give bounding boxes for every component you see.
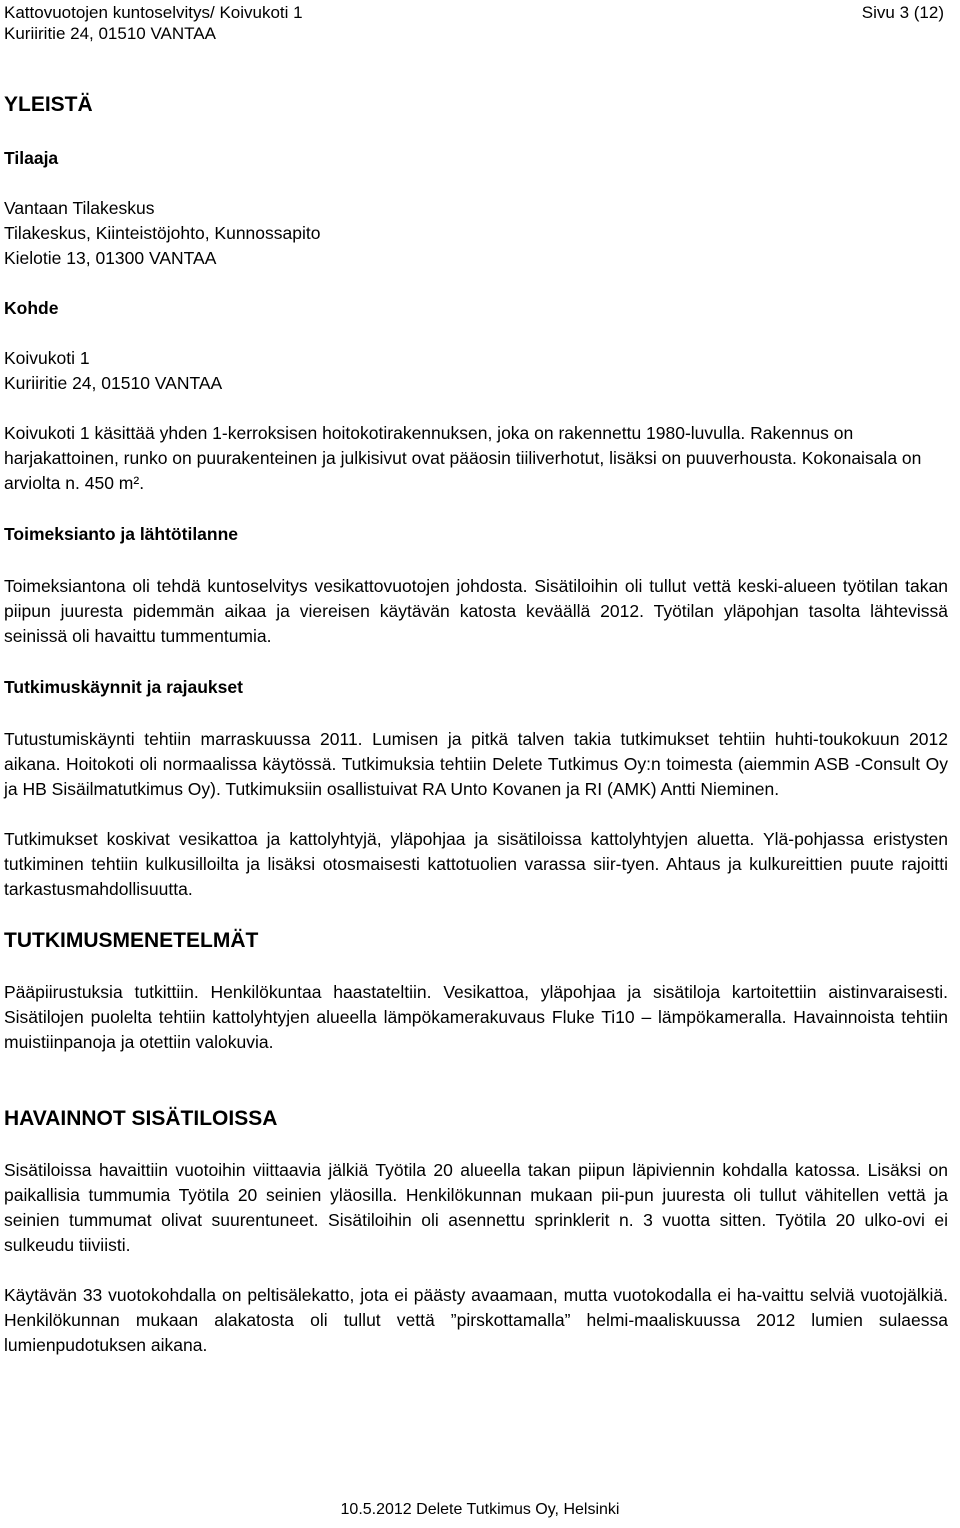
page-header-left	[4, 2, 303, 44]
section-heading-menetelmat: TUTKIMUSMENETELMÄT	[4, 929, 259, 952]
toimeksianto-text: Toimeksiantona oli tehdä kuntoselvitys vesikattovuotojen johdosta. Sisätiloihin oli tullut vettä keski-alueen työtilan takan piipun juuresta pidemmän aikaa ja viereisen käytävän katosta keväällä 2012. Työtilan yläpohjan tasolta lähtevissä seinissä oli havaittu tummentumia.	[4, 576, 948, 646]
kohde-description: Koivukoti 1 käsittää yhden 1-kerroksisen hoitokotirakennuksen, joka on rakennettu 1980-luvulla. Rakennus on harjakattoinen, runko on puurakenteinen ja julkisivut ovat pääosin tiiliverhotut, lisäksi on puuverhousta. Kokonaisala on arviolta n. 450 m².	[4, 423, 922, 493]
kohde-line: Koivukoti 1	[4, 348, 90, 368]
tilaaja-line: Tilakeskus, Kiinteistöjohto, Kunnossapito	[4, 223, 321, 243]
tilaaja-address-block	[4, 196, 948, 271]
page-number: Sivu 3 (12)	[861, 3, 944, 22]
document-body	[4, 92, 948, 1358]
section-heading-yleista: YLEISTÄ	[4, 93, 93, 116]
subheading-tilaaja: Tilaaja	[4, 148, 59, 168]
subheading-kohde: Kohde	[4, 298, 59, 318]
subheading-toimeksianto: Toimeksianto ja lähtötilanne	[4, 524, 239, 544]
havainnot-paragraph: Sisätiloissa havaittiin vuotoihin viittaavia jälkiä Työtila 20 alueella takan piipun läpiviennin kohdalla katossa. Lisäksi on paikallisia tummumia Työtila 20 seinien yläosilla. Henkilökunnan mukaan pii-pun juuresta oli tullut vähitellen vettä ja seinien tummumat olivat suurentuneet. Sisätiloihin oli asennettu sprinklerit n. 3 vuotta sitten. Työtila 20 ulko-ovi ei sulkeudu tiiviisti.	[4, 1160, 948, 1255]
tutkimuskaynnit-paragraph: Tutkimukset koskivat vesikattoa ja kattolyhtyjä, yläpohjaa ja sisätiloissa kattolyhtyjen aluetta. Ylä-pohjassa eristysten tutkiminen tehtiin kulkusilloilta ja lisäksi otosmaisesti kattotuolien varassa siir-tyen. Ahtaus ja kulkureittien puute rajoitti tarkastusmahdollisuutta.	[4, 829, 948, 899]
tutkimuskaynnit-paragraph: Tutustumiskäynti tehtiin marraskuussa 2011. Lumisen ja pitkä talven takia tutkimukset tehtiin huhti-toukokuun 2012 aikana. Hoitokoti oli normaalissa käytössä. Tutkimuksia tehtiin Delete Tutkimus Oy:n toimesta (aiemmin ASB -Consult Oy ja HB Sisäilmatutkimus Oy). Tutkimuksiin osallistuivat RA Unto Kovanen ja RI (AMK) Antti Nieminen.	[4, 729, 948, 799]
document-title: Kattovuotojen kuntoselvitys/ Koivukoti 1	[4, 3, 303, 22]
page-footer: 10.5.2012 Delete Tutkimus Oy, Helsinki	[340, 1501, 620, 1518]
kohde-address-block	[4, 346, 948, 396]
menetelmat-text: Pääpiirustuksia tutkittiin. Henkilökuntaa haastateltiin. Vesikattoa, yläpohjaa ja sisätiloja kartoitettiin aistinvaraisesti. Sisätilojen puolelta tehtiin kattolyhtyjen alueella lämpökamerakuvaus Fluke Ti10 – lämpökameralla. Havainnoista tehtiin muistiinpanoja ja otettiin valokuvia.	[4, 982, 948, 1052]
tilaaja-line: Kielotie 13, 01300 VANTAA	[4, 248, 217, 268]
havainnot-paragraph: Käytävän 33 vuotokohdalla on peltisälekatto, jota ei päästy avaamaan, mutta vuotokodalla ei ha-vaittu selviä vuotojälkiä. Henkilökunnan mukaan alakatosta oli tullut vettä ”pirskottamalla” helmi-maaliskuussa 2012 lumien sulaessa lumienpudotuksen aikana.	[4, 1285, 948, 1355]
section-heading-havainnot: HAVAINNOT SISÄTILOISSA	[4, 1107, 278, 1130]
header-address: Kuriiritie 24, 01510 VANTAA	[4, 24, 216, 43]
kohde-line: Kuriiritie 24, 01510 VANTAA	[4, 373, 223, 393]
tilaaja-line: Vantaan Tilakeskus	[4, 198, 155, 218]
subheading-tutkimuskaynnit: Tutkimuskäynnit ja rajaukset	[4, 677, 243, 697]
